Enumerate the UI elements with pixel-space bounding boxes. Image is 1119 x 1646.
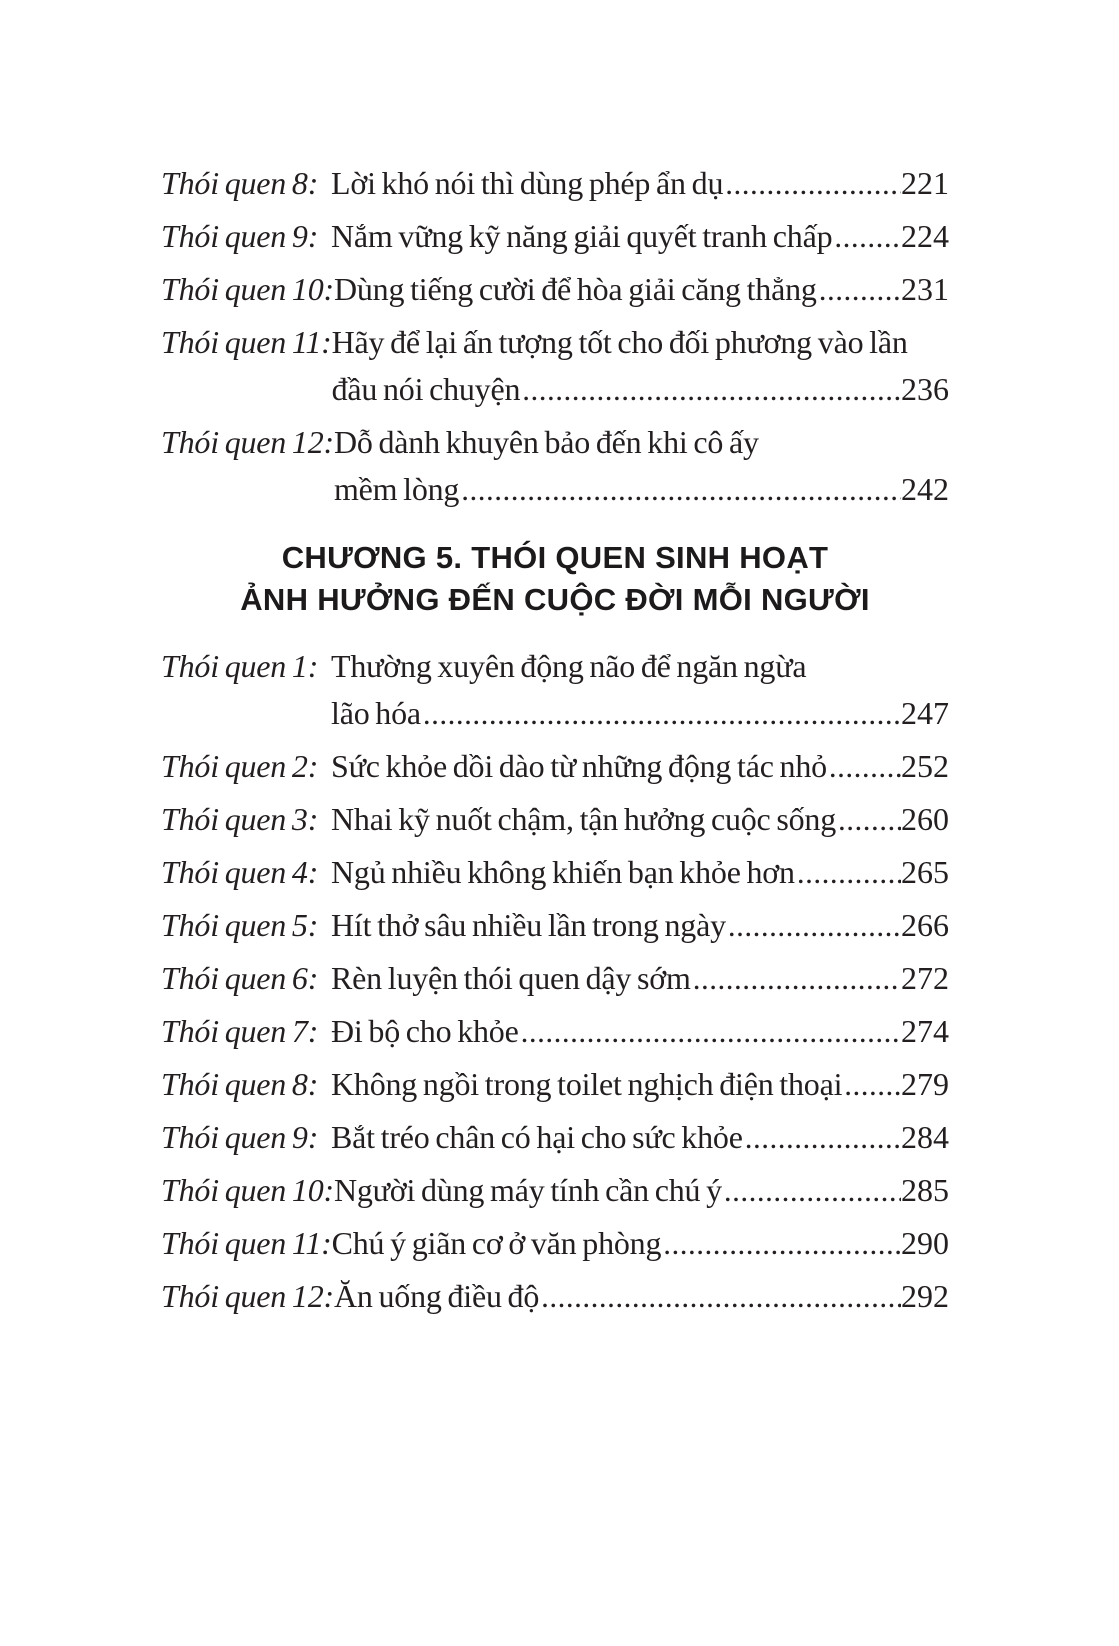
toc-entry-title: Hãy để lại ấn tượng tốt cho đối phương vào lần: [331, 324, 908, 360]
toc-entry-page: 231: [901, 271, 949, 307]
toc-entry-label: Thói quen 12:: [161, 424, 334, 460]
toc-entry-title: Sức khỏe dồi dào từ những động tác nhỏ: [331, 748, 827, 784]
toc-entry-title: Dỗ dành khuyên bảo đến khi cô ấy: [333, 424, 759, 460]
toc-entry-body: [331, 796, 949, 843]
toc-entry-title: Lời khó nói thì dùng phép ẩn dụ: [331, 165, 724, 201]
toc-entry-label: Thói quen 11:: [161, 1225, 332, 1261]
toc-entry-page: 265: [901, 854, 949, 890]
toc-entry: [161, 1114, 949, 1161]
toc-entry-label: Thói quen 10:: [161, 271, 334, 307]
dot-leader: [829, 743, 901, 790]
toc-entry: [161, 1061, 949, 1108]
dot-leader: [725, 160, 901, 207]
toc-entry-label: Thói quen 1:: [161, 648, 319, 684]
toc-entry-label: Thói quen 3:: [161, 801, 319, 837]
dot-leader: [423, 690, 901, 737]
toc-entry-line: [332, 1220, 949, 1267]
toc-entry-page: 279: [901, 1066, 949, 1102]
toc-entry-page: 260: [901, 801, 949, 837]
dot-leader: [728, 902, 901, 949]
toc-entry: [161, 796, 949, 843]
toc-entry-title: Thường xuyên động não để ngăn ngừa: [331, 648, 807, 684]
toc-entry: [161, 1167, 949, 1214]
toc-entry-page: 284: [901, 1119, 949, 1155]
toc-entry-label: Thói quen 12:: [161, 1278, 334, 1314]
toc-entry-line: [334, 419, 949, 466]
toc-entry-body: [331, 1114, 949, 1161]
toc-entry-title: Đi bộ cho khỏe: [331, 1013, 519, 1049]
toc-entry-body: [331, 213, 949, 260]
toc-entry-title: đầu nói chuyện: [331, 371, 521, 407]
dot-leader: [663, 1220, 901, 1267]
toc-entry-label: Thói quen 10:: [161, 1172, 334, 1208]
toc-entry-line: [334, 1167, 949, 1214]
toc-entry: [161, 419, 949, 513]
dot-leader: [522, 366, 901, 413]
toc-entry-line: [334, 1273, 949, 1320]
toc-entry-title: Không ngồi trong toilet nghịch điện thoại: [331, 1066, 843, 1102]
toc-content: [161, 160, 949, 1326]
toc-entry-line: [331, 1061, 949, 1108]
toc-entry-body: [331, 1061, 949, 1108]
toc-entry-title: Ngủ nhiều không khiến bạn khỏe hơn: [331, 854, 795, 890]
toc-entry-title: Hít thở sâu nhiều lần trong ngày: [331, 907, 726, 943]
toc-entry-line: [332, 366, 949, 413]
dot-leader: [797, 849, 901, 896]
toc-entry-body: [331, 902, 949, 949]
toc-entry-label: Thói quen 8:: [161, 1066, 319, 1102]
toc-entry-label: Thói quen 5:: [161, 907, 319, 943]
dot-leader: [461, 466, 901, 513]
toc-entry: [161, 1008, 949, 1055]
dot-leader: [838, 796, 901, 843]
dot-leader: [834, 213, 901, 260]
toc-entry-line: [331, 955, 949, 1002]
toc-entry-body: [332, 319, 949, 413]
dot-leader: [521, 1008, 901, 1055]
toc-entry-title: Nắm vững kỹ năng giải quyết tranh chấp: [331, 218, 833, 254]
toc-entry-body: [331, 160, 949, 207]
toc-entry-body: [331, 849, 949, 896]
toc-entry-line: [331, 743, 949, 790]
chapter-heading-line: CHƯƠNG 5. THÓI QUEN SINH HOẠT: [281, 540, 829, 575]
toc-entry-label: Thói quen 9:: [161, 1119, 319, 1155]
toc-entry-label: Thói quen 11:: [161, 324, 332, 360]
dot-leader: [693, 955, 901, 1002]
toc-entry-line: [334, 466, 949, 513]
toc-entry-page: 224: [901, 218, 949, 254]
toc-entry-page: 266: [901, 907, 949, 943]
chapter-heading-line: ẢNH HƯỞNG ĐẾN CUỘC ĐỜI MỖI NGƯỜI: [240, 582, 870, 617]
toc-entry: [161, 266, 949, 313]
chapter-heading: [161, 537, 949, 621]
toc-entry-title: Chú ý giãn cơ ở văn phòng: [331, 1225, 662, 1261]
dot-leader: [844, 1061, 901, 1108]
toc-entry: [161, 849, 949, 896]
toc-entry-line: [331, 1008, 949, 1055]
toc-entry-line: [331, 796, 949, 843]
toc-entry-label: Thói quen 8:: [161, 165, 319, 201]
toc-entry-line: [331, 902, 949, 949]
toc-entry-line: [331, 213, 949, 260]
toc-entry-line: [334, 266, 949, 313]
dot-leader: [541, 1273, 901, 1320]
toc-entry-page: 247: [901, 695, 949, 731]
toc-entry: [161, 643, 949, 737]
toc-entry-body: [331, 955, 949, 1002]
toc-entry-title: Bắt tréo chân có hại cho sức khỏe: [331, 1119, 743, 1155]
toc-entry-page: 290: [901, 1225, 949, 1261]
toc-entry-line: [331, 643, 949, 690]
toc-entry-title: lão hóa: [331, 695, 421, 731]
toc-entry-body: [334, 266, 949, 313]
toc-entry-label: Thói quen 2:: [161, 748, 319, 784]
toc-entry-page: 221: [901, 165, 949, 201]
toc-entry: [161, 213, 949, 260]
dot-leader: [745, 1114, 901, 1161]
toc-entry: [161, 160, 949, 207]
toc-entry-line: [331, 1114, 949, 1161]
dot-leader: [819, 266, 901, 313]
toc-entry-body: [334, 419, 949, 513]
toc-entry: [161, 1220, 949, 1267]
dot-leader: [724, 1167, 901, 1214]
toc-entry-body: [331, 643, 949, 737]
toc-entry-title: Ăn uống điều độ: [333, 1278, 540, 1314]
toc-entry-body: [334, 1273, 949, 1320]
toc-entries: [161, 643, 949, 1320]
toc-entries: [161, 160, 949, 513]
toc-entry-body: [331, 743, 949, 790]
toc-entry-line: [331, 160, 949, 207]
toc-entry: [161, 743, 949, 790]
toc-entry-page: 292: [901, 1278, 949, 1314]
toc-entry-page: 252: [901, 748, 949, 784]
toc-entry-label: Thói quen 7:: [161, 1013, 319, 1049]
toc-entry-title: Rèn luyện thói quen dậy sớm: [331, 960, 691, 996]
toc-entry-title: mềm lòng: [333, 471, 460, 507]
toc-entry-page: 236: [901, 371, 949, 407]
toc-entry-body: [331, 1008, 949, 1055]
toc-entry-label: Thói quen 6:: [161, 960, 319, 996]
toc-entry-page: 242: [901, 471, 949, 507]
toc-entry-line: [332, 319, 949, 366]
toc-entry-page: 272: [901, 960, 949, 996]
toc-entry-page: 274: [901, 1013, 949, 1049]
toc-entry-line: [331, 849, 949, 896]
toc-entry-title: Người dùng máy tính cần chú ý: [333, 1172, 722, 1208]
toc-entry-line: [331, 690, 949, 737]
toc-entry: [161, 955, 949, 1002]
toc-entry-page: 285: [901, 1172, 949, 1208]
toc-entry: [161, 902, 949, 949]
toc-entry: [161, 319, 949, 413]
toc-entry-label: Thói quen 4:: [161, 854, 319, 890]
toc-entry-body: [334, 1167, 949, 1214]
toc-entry: [161, 1273, 949, 1320]
toc-entry-title: Nhai kỹ nuốt chậm, tận hưởng cuộc sống: [331, 801, 837, 837]
toc-entry-title: Dùng tiếng cười để hòa giải căng thẳng: [333, 271, 817, 307]
toc-entry-label: Thói quen 9:: [161, 218, 319, 254]
toc-entry-body: [332, 1220, 949, 1267]
